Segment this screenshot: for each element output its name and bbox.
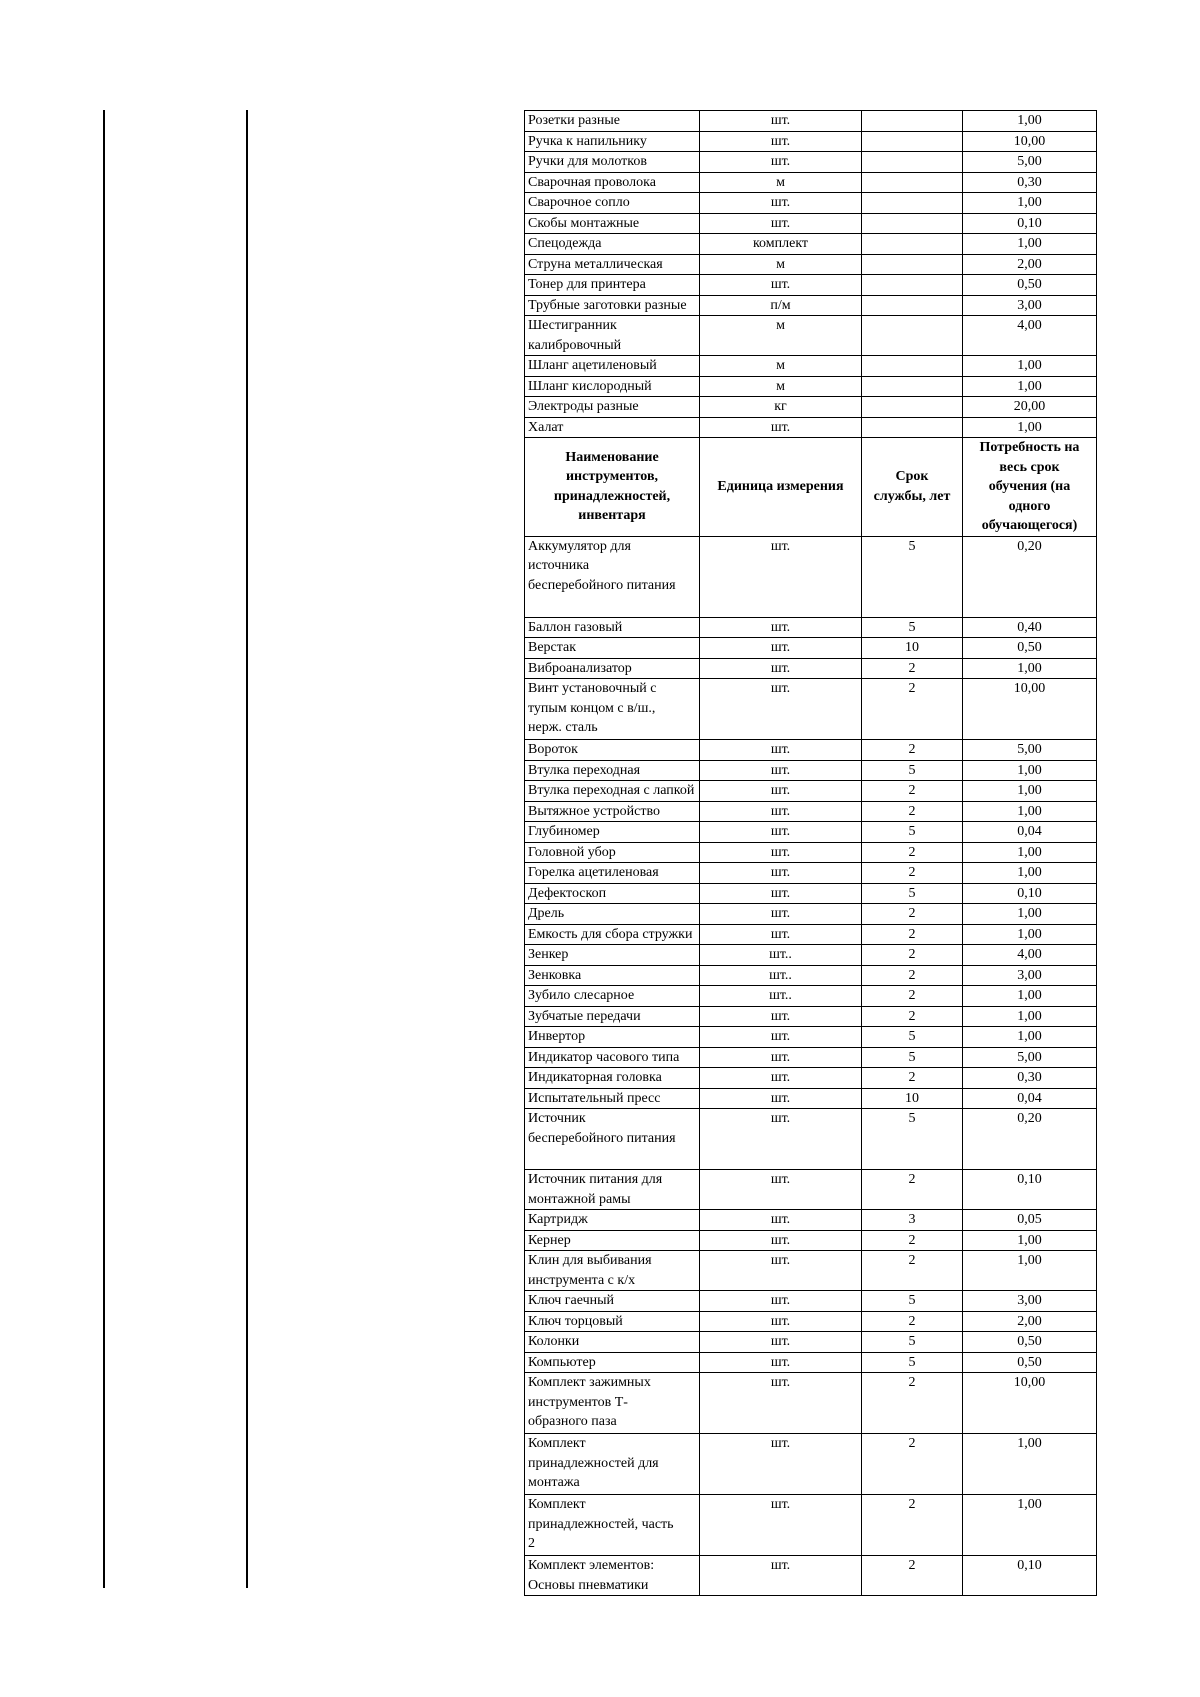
cell-name: Тонер для принтера — [525, 275, 700, 296]
cell-name: Дрель — [525, 904, 700, 925]
cell-life: 5 — [862, 617, 963, 638]
cell-unit: шт. — [700, 1210, 862, 1231]
cell-life: 2 — [862, 904, 963, 925]
cell-life — [862, 193, 963, 214]
cell-need: 0,10 — [963, 1556, 1097, 1596]
table-row — [525, 945, 1097, 966]
cell-life: 2 — [862, 1068, 963, 1089]
cell-need: 4,00 — [963, 945, 1097, 966]
cell-unit: шт. — [700, 1556, 862, 1596]
cell-unit: шт. — [700, 1068, 862, 1089]
cell-need: 4,00 — [963, 316, 1097, 356]
table-row — [525, 1373, 1097, 1434]
cell-name: Емкость для сбора стружки — [525, 924, 700, 945]
header-row — [525, 438, 1097, 537]
header-life: Срок службы, лет — [862, 438, 963, 537]
cell-life — [862, 417, 963, 438]
cell-need: 1,00 — [963, 376, 1097, 397]
cell-life: 5 — [862, 1027, 963, 1048]
cell-life: 2 — [862, 986, 963, 1007]
cell-need: 1,00 — [963, 1006, 1097, 1027]
table-row — [525, 1434, 1097, 1495]
cell-need: 1,00 — [963, 863, 1097, 884]
cell-need: 1,00 — [963, 924, 1097, 945]
cell-need: 1,00 — [963, 1434, 1097, 1495]
cell-life: 5 — [862, 883, 963, 904]
cell-unit: шт. — [700, 781, 862, 802]
cell-name: Источник бесперебойного питания — [525, 1109, 700, 1170]
table-row — [525, 760, 1097, 781]
cell-life: 2 — [862, 658, 963, 679]
cell-life — [862, 172, 963, 193]
cell-need: 10,00 — [963, 1373, 1097, 1434]
cell-unit: шт. — [700, 658, 862, 679]
table-row — [525, 152, 1097, 173]
cell-life: 2 — [862, 679, 963, 740]
cell-unit: шт. — [700, 740, 862, 761]
table-row — [525, 254, 1097, 275]
cell-unit: шт. — [700, 1352, 862, 1373]
cell-name: Шестигранник калибровочный — [525, 316, 700, 356]
cell-unit: шт. — [700, 617, 862, 638]
cell-life — [862, 316, 963, 356]
cell-name: Комплект принадлежностей для монтажа — [525, 1434, 700, 1495]
cell-need: 1,00 — [963, 234, 1097, 255]
cell-name: Виброанализатор — [525, 658, 700, 679]
cell-unit: шт. — [700, 1047, 862, 1068]
cell-life: 10 — [862, 1088, 963, 1109]
table-row — [525, 781, 1097, 802]
cell-name: Зенковка — [525, 965, 700, 986]
cell-life — [862, 111, 963, 132]
cell-life: 5 — [862, 1047, 963, 1068]
table-row — [525, 801, 1097, 822]
cell-name: Ключ гаечный — [525, 1291, 700, 1312]
cell-need: 1,00 — [963, 417, 1097, 438]
table-row — [525, 924, 1097, 945]
cell-need: 1,00 — [963, 986, 1097, 1007]
table-row — [525, 193, 1097, 214]
cell-need: 0,50 — [963, 638, 1097, 659]
cell-name: Инвертор — [525, 1027, 700, 1048]
cell-unit: шт. — [700, 1170, 862, 1210]
cell-life: 5 — [862, 536, 963, 617]
header-name: Наименование инструментов, принадлежностей, инвентаря — [525, 438, 700, 537]
cell-need: 0,50 — [963, 275, 1097, 296]
cell-life — [862, 213, 963, 234]
cell-life: 3 — [862, 1210, 963, 1231]
header-need: Потребность на весь срок обучения (на одного обучающегося) — [963, 438, 1097, 537]
cell-name: Сварочная проволока — [525, 172, 700, 193]
cell-need: 0,30 — [963, 1068, 1097, 1089]
cell-life: 5 — [862, 1352, 963, 1373]
cell-unit: шт. — [700, 1291, 862, 1312]
cell-life: 2 — [862, 740, 963, 761]
table-row — [525, 1210, 1097, 1231]
cell-name: Шланг кислородный — [525, 376, 700, 397]
cell-name: Глубиномер — [525, 822, 700, 843]
header-unit: Единица измерения — [700, 438, 862, 537]
cell-unit: шт. — [700, 417, 862, 438]
cell-unit: шт. — [700, 1006, 862, 1027]
cell-unit: шт. — [700, 1434, 862, 1495]
cell-need: 3,00 — [963, 295, 1097, 316]
table-row — [525, 172, 1097, 193]
cell-need: 0,50 — [963, 1352, 1097, 1373]
cell-unit: шт. — [700, 1373, 862, 1434]
cell-life: 2 — [862, 801, 963, 822]
cell-name: Комплект принадлежностей, часть 2 — [525, 1495, 700, 1556]
cell-life — [862, 397, 963, 418]
table-row — [525, 1556, 1097, 1596]
cell-name: Комплект зажимных инструментов Т- образного паза — [525, 1373, 700, 1434]
cell-name: Винт установочный с тупым концом с в/ш., нерж. сталь — [525, 679, 700, 740]
cell-need: 0,20 — [963, 1109, 1097, 1170]
cell-unit: шт. — [700, 275, 862, 296]
cell-unit: шт. — [700, 213, 862, 234]
cell-name: Скобы монтажные — [525, 213, 700, 234]
cell-name: Розетки разные — [525, 111, 700, 132]
table-row — [525, 679, 1097, 740]
cell-need: 10,00 — [963, 131, 1097, 152]
cell-need: 0,10 — [963, 1170, 1097, 1210]
cell-unit: шт. — [700, 1311, 862, 1332]
cell-name: Вороток — [525, 740, 700, 761]
cell-need: 1,00 — [963, 1251, 1097, 1291]
table-row — [525, 1027, 1097, 1048]
table-row — [525, 822, 1097, 843]
cell-life: 2 — [862, 1495, 963, 1556]
cell-name: Комплект элементов: Основы пневматики — [525, 1556, 700, 1596]
cell-name: Кернер — [525, 1230, 700, 1251]
cell-unit: шт. — [700, 1027, 862, 1048]
table-row — [525, 883, 1097, 904]
cell-need: 5,00 — [963, 740, 1097, 761]
cell-need: 0,05 — [963, 1210, 1097, 1231]
cell-name: Спецодежда — [525, 234, 700, 255]
cell-life: 2 — [862, 842, 963, 863]
table-row — [525, 1088, 1097, 1109]
cell-need: 1,00 — [963, 193, 1097, 214]
table-row — [525, 1332, 1097, 1353]
cell-life — [862, 356, 963, 377]
table-row — [525, 638, 1097, 659]
cell-name: Индикаторная головка — [525, 1068, 700, 1089]
table-row — [525, 234, 1097, 255]
left-margin-line-1 — [103, 110, 105, 1588]
cell-name: Ручка к напильнику — [525, 131, 700, 152]
cell-name: Испытательный пресс — [525, 1088, 700, 1109]
cell-unit: шт. — [700, 904, 862, 925]
table-row — [525, 1006, 1097, 1027]
cell-name: Втулка переходная с лапкой — [525, 781, 700, 802]
cell-unit: шт.. — [700, 986, 862, 1007]
table-row — [525, 356, 1097, 377]
cell-need: 0,40 — [963, 617, 1097, 638]
cell-life: 2 — [862, 1170, 963, 1210]
cell-unit: шт. — [700, 1251, 862, 1291]
cell-name: Колонки — [525, 1332, 700, 1353]
table-row — [525, 1311, 1097, 1332]
cell-name: Сварочное сопло — [525, 193, 700, 214]
cell-name: Втулка переходная — [525, 760, 700, 781]
table-row — [525, 1352, 1097, 1373]
cell-name: Вытяжное устройство — [525, 801, 700, 822]
cell-name: Компьютер — [525, 1352, 700, 1373]
table-row — [525, 131, 1097, 152]
cell-unit: шт. — [700, 152, 862, 173]
cell-unit: кг — [700, 397, 862, 418]
cell-need: 2,00 — [963, 254, 1097, 275]
cell-unit: шт. — [700, 801, 862, 822]
table-body-top — [525, 111, 1097, 438]
table-body-bottom — [525, 536, 1097, 1596]
cell-need: 1,00 — [963, 801, 1097, 822]
cell-unit: шт. — [700, 536, 862, 617]
table-row — [525, 213, 1097, 234]
table-row — [525, 965, 1097, 986]
cell-name: Картридж — [525, 1210, 700, 1231]
cell-unit: шт. — [700, 1332, 862, 1353]
cell-unit: шт. — [700, 1230, 862, 1251]
cell-unit: шт. — [700, 193, 862, 214]
cell-need: 0,10 — [963, 213, 1097, 234]
cell-need: 3,00 — [963, 1291, 1097, 1312]
cell-name: Струна металлическая — [525, 254, 700, 275]
cell-life: 2 — [862, 1311, 963, 1332]
cell-unit: шт. — [700, 1109, 862, 1170]
cell-name: Индикатор часового типа — [525, 1047, 700, 1068]
table-row — [525, 376, 1097, 397]
cell-life: 5 — [862, 1109, 963, 1170]
cell-life: 10 — [862, 638, 963, 659]
cell-name: Головной убор — [525, 842, 700, 863]
table-row — [525, 904, 1097, 925]
cell-unit: м — [700, 172, 862, 193]
cell-name: Аккумулятор для источника бесперебойного питания — [525, 536, 700, 617]
cell-unit: м — [700, 254, 862, 275]
cell-need: 1,00 — [963, 781, 1097, 802]
inventory-table — [524, 110, 1097, 1596]
cell-name: Электроды разные — [525, 397, 700, 418]
cell-name: Халат — [525, 417, 700, 438]
cell-name: Трубные заготовки разные — [525, 295, 700, 316]
cell-name: Шланг ацетиленовый — [525, 356, 700, 377]
cell-life: 5 — [862, 1332, 963, 1353]
table-row — [525, 1251, 1097, 1291]
cell-need: 0,10 — [963, 883, 1097, 904]
table-row — [525, 397, 1097, 418]
cell-need: 1,00 — [963, 356, 1097, 377]
cell-life — [862, 152, 963, 173]
cell-name: Верстак — [525, 638, 700, 659]
left-margin-line-2 — [246, 110, 248, 1588]
cell-name: Зубчатые передачи — [525, 1006, 700, 1027]
cell-unit: шт. — [700, 822, 862, 843]
cell-need: 1,00 — [963, 111, 1097, 132]
cell-need: 0,04 — [963, 1088, 1097, 1109]
cell-life: 5 — [862, 1291, 963, 1312]
table-row — [525, 740, 1097, 761]
cell-unit: комплект — [700, 234, 862, 255]
table-row — [525, 863, 1097, 884]
cell-need: 20,00 — [963, 397, 1097, 418]
cell-life: 2 — [862, 945, 963, 966]
cell-unit: шт.. — [700, 945, 862, 966]
cell-name: Горелка ацетиленовая — [525, 863, 700, 884]
table-header-section — [525, 438, 1097, 537]
table-row — [525, 617, 1097, 638]
cell-life: 5 — [862, 760, 963, 781]
cell-unit: шт. — [700, 131, 862, 152]
cell-need: 10,00 — [963, 679, 1097, 740]
table-row — [525, 295, 1097, 316]
table-row — [525, 1495, 1097, 1556]
cell-need: 0,30 — [963, 172, 1097, 193]
cell-unit: шт. — [700, 863, 862, 884]
cell-life — [862, 295, 963, 316]
cell-name: Дефектоскоп — [525, 883, 700, 904]
cell-life — [862, 376, 963, 397]
cell-life: 2 — [862, 1230, 963, 1251]
cell-need: 2,00 — [963, 1311, 1097, 1332]
cell-life — [862, 234, 963, 255]
cell-life: 2 — [862, 1006, 963, 1027]
cell-need: 3,00 — [963, 965, 1097, 986]
table-row — [525, 842, 1097, 863]
cell-unit: м — [700, 316, 862, 356]
cell-need: 1,00 — [963, 842, 1097, 863]
cell-need: 1,00 — [963, 1495, 1097, 1556]
cell-need: 0,20 — [963, 536, 1097, 617]
cell-name: Источник питания для монтажной рамы — [525, 1170, 700, 1210]
cell-need: 1,00 — [963, 658, 1097, 679]
table-row — [525, 986, 1097, 1007]
cell-unit: шт. — [700, 679, 862, 740]
table-row — [525, 417, 1097, 438]
cell-unit: шт. — [700, 1088, 862, 1109]
cell-need: 1,00 — [963, 760, 1097, 781]
cell-unit: м — [700, 356, 862, 377]
cell-name: Ручки для молотков — [525, 152, 700, 173]
cell-need: 1,00 — [963, 1230, 1097, 1251]
cell-name: Зубило слесарное — [525, 986, 700, 1007]
cell-name: Зенкер — [525, 945, 700, 966]
cell-name: Ключ торцовый — [525, 1311, 700, 1332]
cell-unit: м — [700, 376, 862, 397]
cell-life: 2 — [862, 965, 963, 986]
cell-life: 2 — [862, 781, 963, 802]
cell-unit: п/м — [700, 295, 862, 316]
cell-need: 1,00 — [963, 1027, 1097, 1048]
cell-need: 0,04 — [963, 822, 1097, 843]
cell-life: 2 — [862, 924, 963, 945]
cell-need: 1,00 — [963, 904, 1097, 925]
cell-need: 0,50 — [963, 1332, 1097, 1353]
cell-name: Клин для выбивания инструмента с к/х — [525, 1251, 700, 1291]
cell-life: 2 — [862, 863, 963, 884]
cell-unit: шт. — [700, 111, 862, 132]
cell-unit: шт. — [700, 638, 862, 659]
table-row — [525, 1291, 1097, 1312]
cell-life: 2 — [862, 1434, 963, 1495]
cell-unit: шт. — [700, 883, 862, 904]
cell-unit: шт. — [700, 842, 862, 863]
table-row — [525, 1068, 1097, 1089]
table-row — [525, 111, 1097, 132]
table-row — [525, 1170, 1097, 1210]
cell-unit: шт.. — [700, 965, 862, 986]
inventory-table-container — [524, 110, 1096, 1596]
cell-life: 2 — [862, 1251, 963, 1291]
cell-need: 5,00 — [963, 1047, 1097, 1068]
cell-name: Баллон газовый — [525, 617, 700, 638]
cell-life: 5 — [862, 822, 963, 843]
cell-life — [862, 254, 963, 275]
cell-life — [862, 275, 963, 296]
table-row — [525, 316, 1097, 356]
cell-unit: шт. — [700, 1495, 862, 1556]
table-row — [525, 275, 1097, 296]
cell-life: 2 — [862, 1373, 963, 1434]
cell-unit: шт. — [700, 760, 862, 781]
cell-life — [862, 131, 963, 152]
cell-life: 2 — [862, 1556, 963, 1596]
table-row — [525, 536, 1097, 617]
table-row — [525, 1230, 1097, 1251]
table-row — [525, 1109, 1097, 1170]
cell-unit: шт. — [700, 924, 862, 945]
table-row — [525, 1047, 1097, 1068]
cell-need: 5,00 — [963, 152, 1097, 173]
table-row — [525, 658, 1097, 679]
